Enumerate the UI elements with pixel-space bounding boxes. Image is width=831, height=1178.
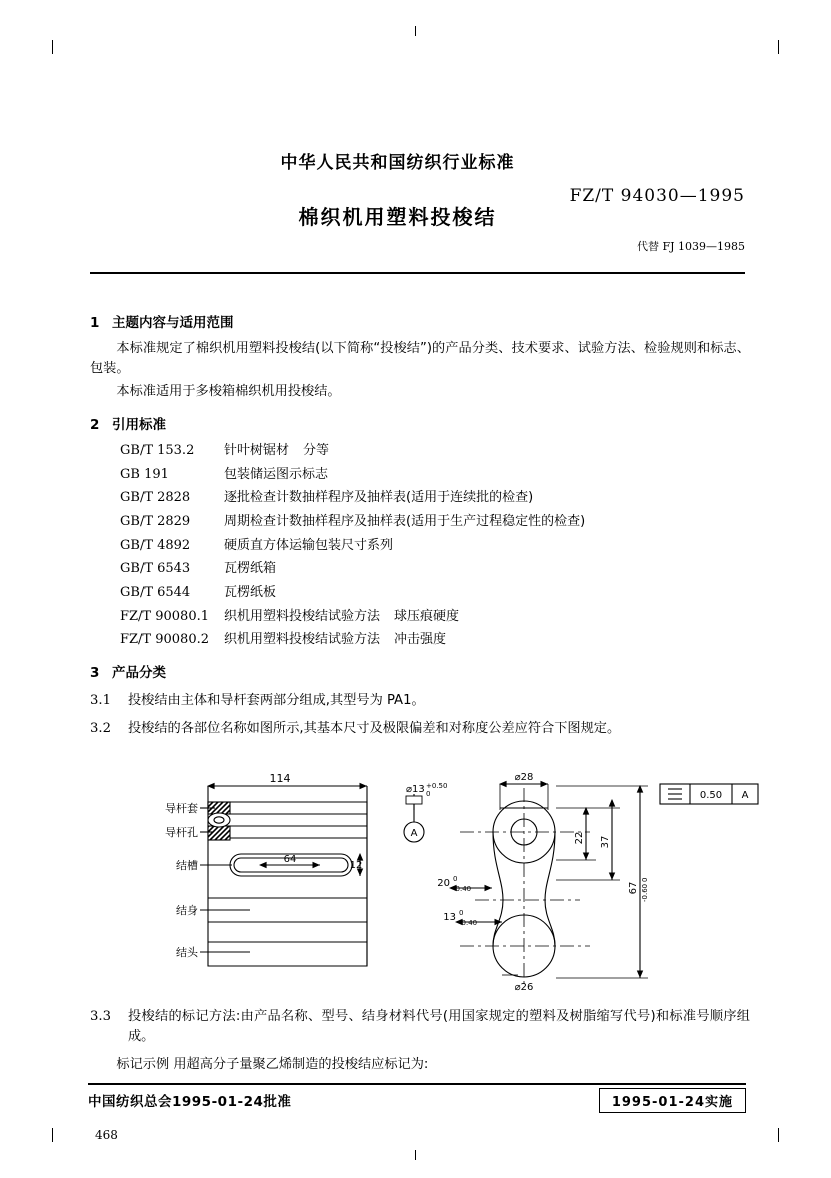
reference-code: GB/T 2829 bbox=[120, 514, 191, 530]
dim-hole-dia: ⌀13 bbox=[406, 784, 425, 795]
list-item bbox=[120, 488, 750, 508]
dim-top-width: ⌀28 bbox=[514, 772, 534, 783]
replaces-note: 代替 FJ 1039—1985 bbox=[636, 240, 745, 253]
registration-tick bbox=[415, 1150, 416, 1160]
callout-daoganhole: 导杆孔 bbox=[165, 826, 198, 839]
callout-jietou: 结头 bbox=[176, 946, 198, 959]
section-mark-a: A bbox=[410, 828, 418, 839]
technical-drawing bbox=[120, 770, 760, 995]
footer-divider bbox=[88, 1083, 746, 1085]
dim-mid-height: 37 bbox=[600, 835, 611, 849]
list-item bbox=[120, 465, 750, 485]
clause-3-3-block bbox=[90, 1000, 750, 1077]
reference-text: 逐批检查计数抽样程序及抽样表(适用于连续批的检查) bbox=[224, 490, 534, 506]
callout-jiecao: 结槽 bbox=[176, 859, 198, 872]
list-item bbox=[120, 441, 750, 461]
dim-slot-length: 64 bbox=[283, 854, 297, 865]
dim-total-height-tol-upper: 0 bbox=[641, 877, 649, 882]
dim-left-20: 20 bbox=[437, 878, 450, 889]
document-body bbox=[90, 300, 750, 746]
datum-label: A bbox=[741, 790, 749, 801]
clause-3-3-example: 标记示例 用超高分子量聚乙烯制造的投梭结应标记为: bbox=[116, 1056, 429, 1072]
list-item bbox=[120, 630, 750, 650]
reference-code: GB/T 6544 bbox=[120, 585, 191, 601]
reference-code: GB/T 4892 bbox=[120, 537, 191, 553]
clause-number: 3.1 bbox=[90, 693, 111, 709]
page-title: 棉织机用塑料投梭结 bbox=[298, 205, 497, 229]
section-2-title: 引用标准 bbox=[112, 417, 166, 434]
dim-slot-height: 12 bbox=[349, 860, 363, 871]
reference-text-extra: 球压痕硬度 bbox=[394, 608, 460, 624]
clause-3-3 bbox=[90, 1007, 750, 1048]
reference-text-extra: 冲击强度 bbox=[394, 632, 447, 648]
section-3-heading bbox=[90, 663, 750, 684]
registration-tick bbox=[778, 1128, 779, 1142]
section-3-title: 产品分类 bbox=[112, 665, 166, 682]
reference-code: FZ/T 90080.1 bbox=[120, 608, 209, 624]
section-1-number: 1 bbox=[90, 315, 100, 331]
standard-number: FZ/T 94030—1995 bbox=[569, 186, 745, 206]
document-header bbox=[90, 148, 745, 253]
list-item bbox=[120, 512, 750, 532]
dim-overall-length: 114 bbox=[269, 772, 291, 785]
reference-code: FZ/T 90080.2 bbox=[120, 632, 209, 648]
page-number: 468 bbox=[95, 1128, 118, 1142]
clause-text: 投梭结的各部位名称如图所示,其基本尺寸及极限偏差和对称度公差应符合下图规定。 bbox=[128, 720, 621, 736]
issuing-organization: 中华人民共和国纺织行业标准 bbox=[280, 153, 515, 173]
section-1-title: 主题内容与适用范围 bbox=[112, 315, 234, 331]
dim-lower-13-tol-lower: -0.40 bbox=[459, 919, 478, 927]
clause-number: 3.2 bbox=[90, 720, 111, 736]
header-divider bbox=[90, 272, 745, 274]
reference-code: GB/T 2828 bbox=[120, 490, 191, 506]
callout-daoganto: 导杆套 bbox=[165, 802, 198, 815]
list-item bbox=[120, 536, 750, 556]
dim-bottom-dia: ⌀26 bbox=[514, 982, 534, 993]
reference-list bbox=[90, 441, 750, 650]
dim-left-20-tol-lower: -0.40 bbox=[453, 885, 472, 893]
dim-left-20-tol-upper: 0 bbox=[453, 875, 458, 883]
reference-text: 织机用塑料投梭结试验方法 bbox=[224, 632, 381, 648]
clause-3-1 bbox=[90, 691, 750, 711]
registration-tick bbox=[778, 40, 779, 54]
list-item bbox=[120, 559, 750, 579]
dim-total-height: 67 bbox=[628, 881, 639, 895]
dim-lower-13: 13 bbox=[443, 912, 456, 923]
section-2-heading bbox=[90, 415, 750, 436]
reference-text: 包装储运图示标志 bbox=[224, 466, 329, 482]
dim-hole-tol-lower: 0 bbox=[426, 790, 431, 798]
callout-jieshen: 结身 bbox=[176, 904, 198, 917]
reference-text: 瓦楞纸板 bbox=[224, 585, 277, 601]
list-item bbox=[120, 583, 750, 603]
reference-text: 瓦楞纸箱 bbox=[224, 561, 277, 577]
effective-date: 1995-01-24实施 bbox=[599, 1088, 746, 1113]
section-1-heading bbox=[90, 313, 750, 334]
dim-lower-13-tol-upper: 0 bbox=[459, 909, 464, 917]
reference-text: 针叶树锯材 bbox=[224, 443, 290, 459]
registration-tick bbox=[52, 1128, 53, 1142]
section-3-number: 3 bbox=[90, 665, 100, 682]
dim-total-height-tol-lower: -0.60 bbox=[641, 883, 649, 902]
registration-tick bbox=[415, 26, 416, 36]
reference-code: GB/T 153.2 bbox=[120, 443, 195, 459]
section-1-paragraph-1: 本标准规定了棉织机用塑料投梭结(以下简称“投梭结”)的产品分类、技术要求、试验方法、检验规则和标志、包装。 bbox=[90, 340, 750, 377]
reference-text: 硬质直方体运输包装尺寸系列 bbox=[224, 537, 394, 553]
reference-code: GB 191 bbox=[120, 466, 169, 482]
clause-text: 投梭结由主体和导杆套两部分组成,其型号为 PA1。 bbox=[128, 693, 425, 709]
approval-statement: 中国纺织总会1995-01-24批准 bbox=[88, 1094, 292, 1110]
clause-number: 3.3 bbox=[90, 1009, 111, 1024]
clause-3-2 bbox=[90, 719, 750, 739]
section-1-paragraph-2: 本标准适用于多梭箱棉织机用投梭结。 bbox=[116, 383, 341, 399]
dim-neck-height: 22 bbox=[574, 831, 585, 845]
document-footer bbox=[88, 1087, 746, 1113]
reference-text-extra: 分等 bbox=[303, 443, 330, 459]
dim-hole-tol-upper: +0.50 bbox=[426, 782, 448, 790]
list-item bbox=[120, 607, 750, 627]
reference-text: 周期检查计数抽样程序及抽样表(适用于生产过程稳定性的检查) bbox=[224, 514, 586, 530]
reference-text: 织机用塑料投梭结试验方法 bbox=[224, 608, 381, 624]
reference-code: GB/T 6543 bbox=[120, 561, 191, 577]
section-2-number: 2 bbox=[90, 417, 100, 434]
symmetry-tolerance: 0.50 bbox=[699, 790, 723, 801]
clause-text: 投梭结的标记方法:由产品名称、型号、结身材料代号(用国家规定的塑料及树脂缩写代号)和标准号顺序组成。 bbox=[128, 1009, 750, 1045]
registration-tick bbox=[52, 40, 53, 54]
